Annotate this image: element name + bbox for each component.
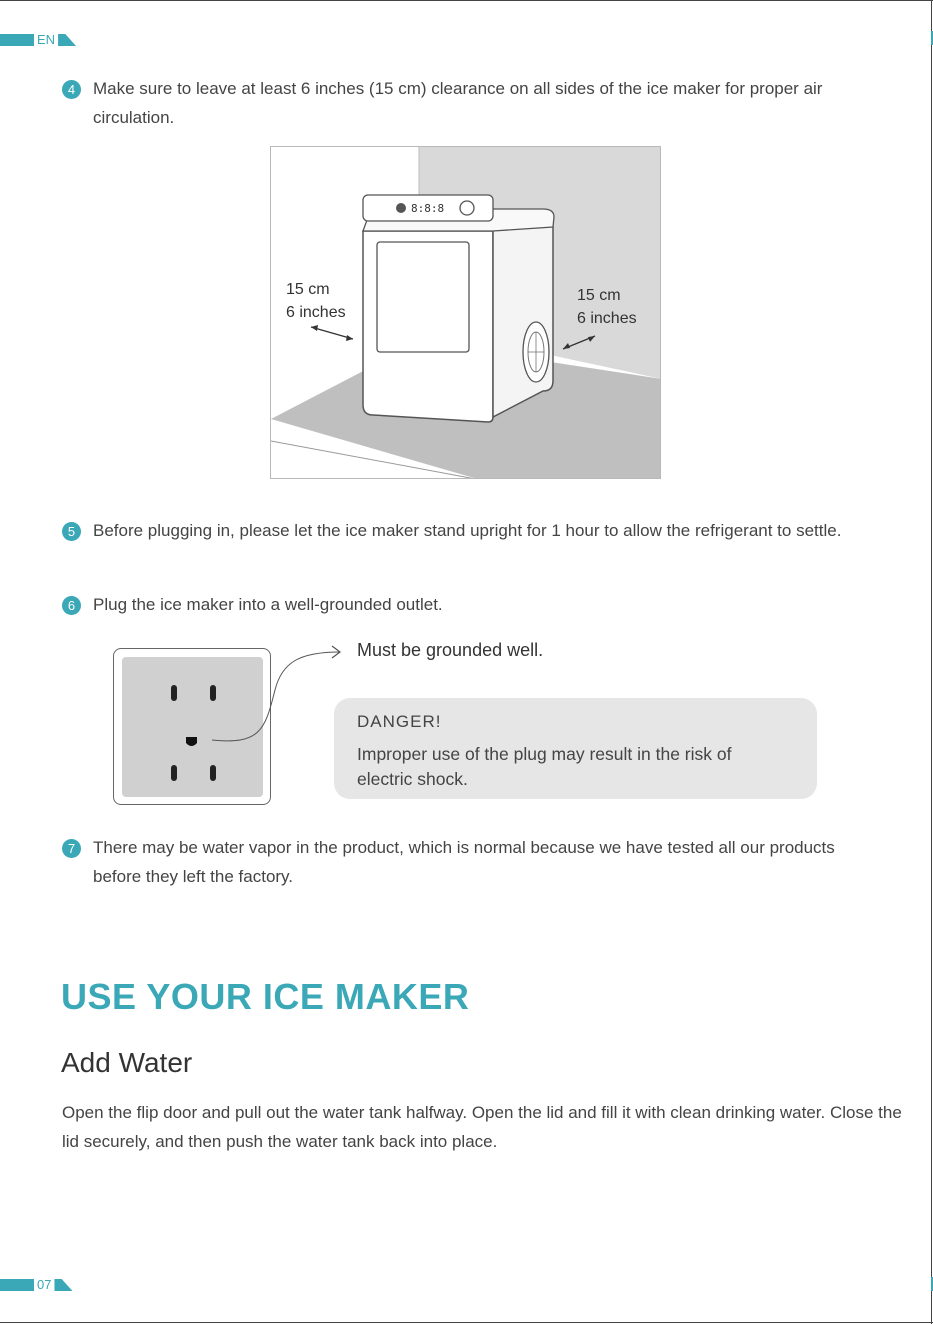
section-title: USE YOUR ICE MAKER <box>61 976 470 1017</box>
language-tab <box>0 32 76 48</box>
step-number: 6 <box>62 596 81 615</box>
step-text: There may be water vapor in the product, which is normal because we have tested all our products before they left the factory. <box>93 838 835 886</box>
left-clearance-label: 15 cm 6 inches <box>286 281 346 321</box>
step-7 <box>62 833 862 891</box>
page-number: 07 <box>37 1277 52 1292</box>
section-subtitle: Add Water <box>61 1047 193 1078</box>
page-number-tab <box>0 1277 72 1293</box>
step-number: 5 <box>62 522 81 541</box>
language-label: EN <box>37 32 56 47</box>
step-text: Make sure to leave at least 6 inches (15 cm) clearance on all sides of the ice maker for proper air circulation. <box>93 79 823 127</box>
step-text: Before plugging in, please let the ice maker stand upright for 1 hour to allow the refrigerant to settle. <box>93 521 842 540</box>
danger-title: DANGER! <box>357 712 442 731</box>
step-number: 7 <box>62 839 81 858</box>
page-right-border <box>931 0 932 1324</box>
page-bottom-border <box>0 1322 933 1323</box>
section-paragraph: Open the flip door and pull out the water tank halfway. Open the lid and fill it with clean drinking water. Close the lid securely, and then push the water tank back into place. <box>62 1103 902 1151</box>
step-5 <box>62 516 862 545</box>
panel-display: 8:8:8 <box>411 202 445 215</box>
clearance-illustration <box>270 146 661 479</box>
danger-text: Improper use of the plug may result in the risk of electric shock. <box>357 744 732 789</box>
step-6 <box>62 590 862 619</box>
step-text: Plug the ice maker into a well-grounded outlet. <box>93 595 443 614</box>
ground-callout: Must be grounded well. <box>357 640 544 660</box>
right-clearance-label: 15 cm 6 inches <box>577 287 637 327</box>
ground-pointer-line <box>200 640 350 750</box>
page-top-border <box>0 0 933 1</box>
step-number: 4 <box>62 80 81 99</box>
danger-notice <box>334 698 817 799</box>
step-4 <box>62 74 862 132</box>
